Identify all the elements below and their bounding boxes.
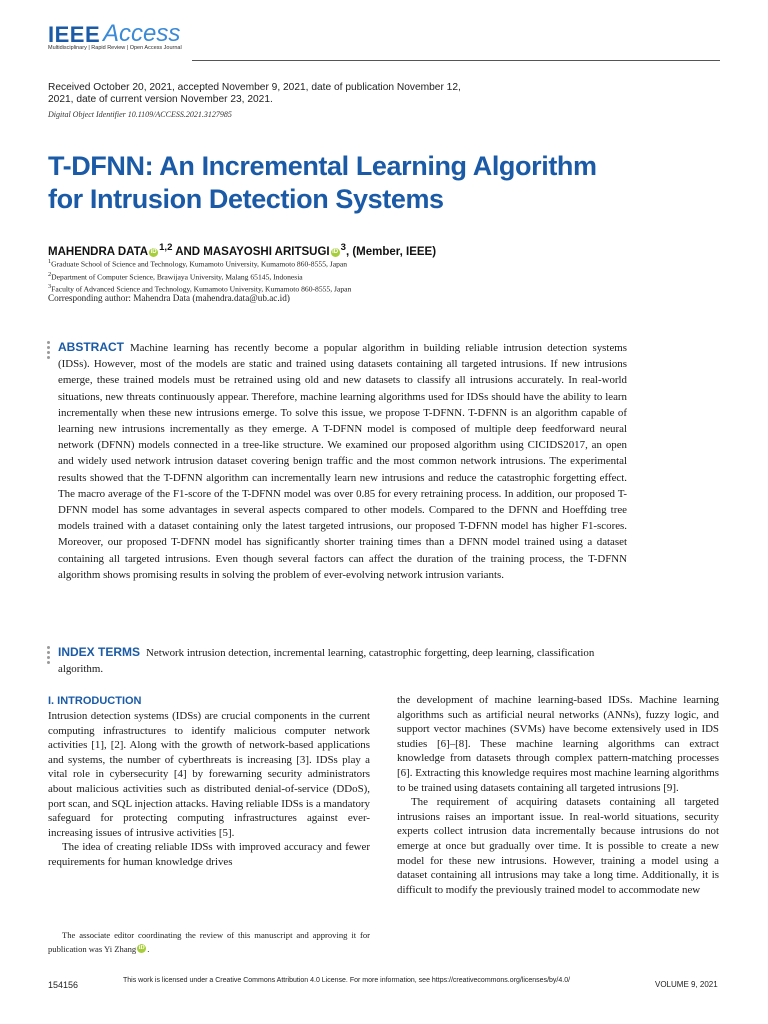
index-terms-text: Network intrusion detection, incremental learning, catastrophic forgetting, deep learning, classification algorithm. xyxy=(58,647,595,676)
intro-paragraph-1: Intrusion detection systems (IDSs) are crucial components in the current computing infrastructures to identify malicious computer network activities [1], [2]. Along with the growth of network-based applications and systems, the number of cyberthreats is increasing [3]. IDSs play a vital role in cybersecurity [4] by forewarning security administrators about malicious activities such as distributed denial-of-service (DDoS), port scan, and SQL injection attacks. Having reliable IDSs is a mandatory safeguard for protecting computing infrastructures against ever-increasing issues of intrusive activities [5]. xyxy=(48,710,370,839)
paper-title xyxy=(48,150,688,216)
author-conjunction: AND MASAYOSHI ARITSUGI xyxy=(172,245,330,258)
affil-text: Faculty of Advanced Science and Technology, Kumamoto University, Kumamoto 860-8555, Japan xyxy=(51,284,352,294)
doi-line[interactable]: Digital Object Identifier 10.1109/ACCESS.2021.3127985 xyxy=(48,110,232,119)
orcid-icon[interactable]: iD xyxy=(150,248,157,255)
intro-paragraph-2: The idea of creating reliable IDSs with improved accuracy and fewer requirements for human knowledge drives xyxy=(48,841,370,868)
author-line xyxy=(48,242,436,258)
affiliation-2 xyxy=(48,270,351,283)
title-line-2: for Intrusion Detection Systems xyxy=(48,184,444,214)
abstract-label: ABSTRACT xyxy=(58,340,124,354)
intro-paragraph-3: the development of machine learning-based IDSs. Machine learning algorithms such as artificial neural networks (ANNs), fuzzy logic, and support vector machines (SVMs) have become extensively used in IDS studies [6]–[8]. These machine learning algorithms can extract knowledge from datasets through complex pattern-matching processes [6]. Extracting this knowledge requires most machine learning algorithms to be trained using datasets containing all targeted intrusions [9]. xyxy=(397,694,719,794)
author-membership: , (Member, IEEE) xyxy=(345,245,437,258)
footnote-text: The associate editor coordinating the review of this manuscript and approving it for publication was Yi Zhang xyxy=(48,930,370,954)
corresponding-author: Corresponding author: Mahendra Data (mahendra.data@ub.ac.id) xyxy=(48,293,290,303)
orcid-icon[interactable]: iD xyxy=(138,945,145,951)
abstract-block xyxy=(58,339,627,583)
index-terms-label: INDEX TERMS xyxy=(58,645,141,659)
header-divider xyxy=(192,60,720,61)
page-number: 154156 xyxy=(48,980,79,990)
affil-sup: 2 xyxy=(48,270,52,278)
affil-text: Department of Computer Science, Brawijaya University, Malang 65145, Indonesia xyxy=(51,272,303,282)
license-notice[interactable]: This work is licensed under a Creative Commons Attribution 4.0 License. For more information, see https://creativecommons.org/licenses/by/4.0/ xyxy=(123,977,571,984)
footnote-end: . xyxy=(147,944,150,954)
ieee-logo-text: IEEE xyxy=(48,22,101,47)
affiliation-1 xyxy=(48,257,351,270)
right-column xyxy=(397,693,719,897)
abstract-text: Machine learning has recently become a popular algorithm in building reliable intrusion detection systems (IDSs). However, most of the models are static and trained using datasets containing all targeted intrusions. If new intrusions emerge, these trained models must be retrained using old and new datasets to classify all intrusions accurately. In real-world situations, new threats continuously appear. Therefore, machine learning algorithms used for IDSs should have the ability to learn incrementally when these new intrusions emerge. To solve this issue, we propose T-DFNN. T-DFNN is an algorithm capable of learning new intrusions incrementally as they emerge. A T-DFNN model is composed of multiple deep feedforward neural network (DFNN) models connected in a tree-like structure. We examined our proposed algorithm using CICIDS2017, an open and widely used network intrusion dataset covering benign traffic and the most common network intrusions. The experimental results showed that the T-DFNN algorithm can incrementally learn new intrusions and reduce the catastrophic forgetting effect. The macro average of the F1-score of the T-DFNN model was over 0.85 for every retraining process. In addition, our proposed T-DFNN model has some advantages in several aspects compared to other models. Compared to the DFNN and Hoeffding tree models trained with a dataset containing only the latest targeted intrusions, our proposed T-DFNN model has higher F1-scores. Moreover, our proposed T-DFNN model has significantly shorter training times than a DFNN model trained using a dataset containing all targeted intrusions. Even though several factors can affect the duration of the training process, the T-DFNN algorithm shows promising results in solving the problem of ever-evolving network intrusion variants. xyxy=(58,342,627,581)
index-terms-dots-icon xyxy=(47,646,50,666)
index-terms-block xyxy=(58,644,627,677)
abstract-dots-icon xyxy=(47,341,50,361)
volume-label: VOLUME 9, 2021 xyxy=(655,980,718,989)
access-logo-text: Access xyxy=(103,20,181,47)
received-dates: Received October 20, 2021, accepted November 9, 2021, date of publication November 12, 2021, date of current version November 23, 2021. xyxy=(48,82,461,105)
left-column xyxy=(48,693,370,870)
editor-footnote xyxy=(48,928,370,956)
affil-sup: 1 xyxy=(48,258,52,265)
author-1-affil-sup: 1,2 xyxy=(159,242,173,253)
intro-paragraph-4: The requirement of acquiring datasets containing all targeted intrusions raises an important issue. In real-world situations, security experts collect intrusion data incrementally because intrusions do not emerge at once but gradually over time. It is possible to create a new model for these new intrusions. However, training a model using a dataset containing all intrusions may take a long time. Additionally, it is difficult to modify the previously trained model to accommodate new xyxy=(397,796,719,896)
affiliations xyxy=(48,257,351,295)
orcid-icon[interactable]: iD xyxy=(332,248,339,255)
author-1-name: MAHENDRA DATA xyxy=(48,245,149,258)
affil-text: Graduate School of Science and Technology, Kumamoto University, Kumamoto 860-8555, Japan xyxy=(51,259,348,269)
author-2-affil-sup: 3 xyxy=(340,242,346,253)
journal-tagline: Multidisciplinary | Rapid Review | Open Access Journal xyxy=(48,45,182,51)
affil-sup: 3 xyxy=(48,283,52,291)
title-line-1: T-DFNN: An Incremental Learning Algorithm xyxy=(48,151,597,181)
section-heading-introduction: I. INTRODUCTION xyxy=(48,695,142,707)
